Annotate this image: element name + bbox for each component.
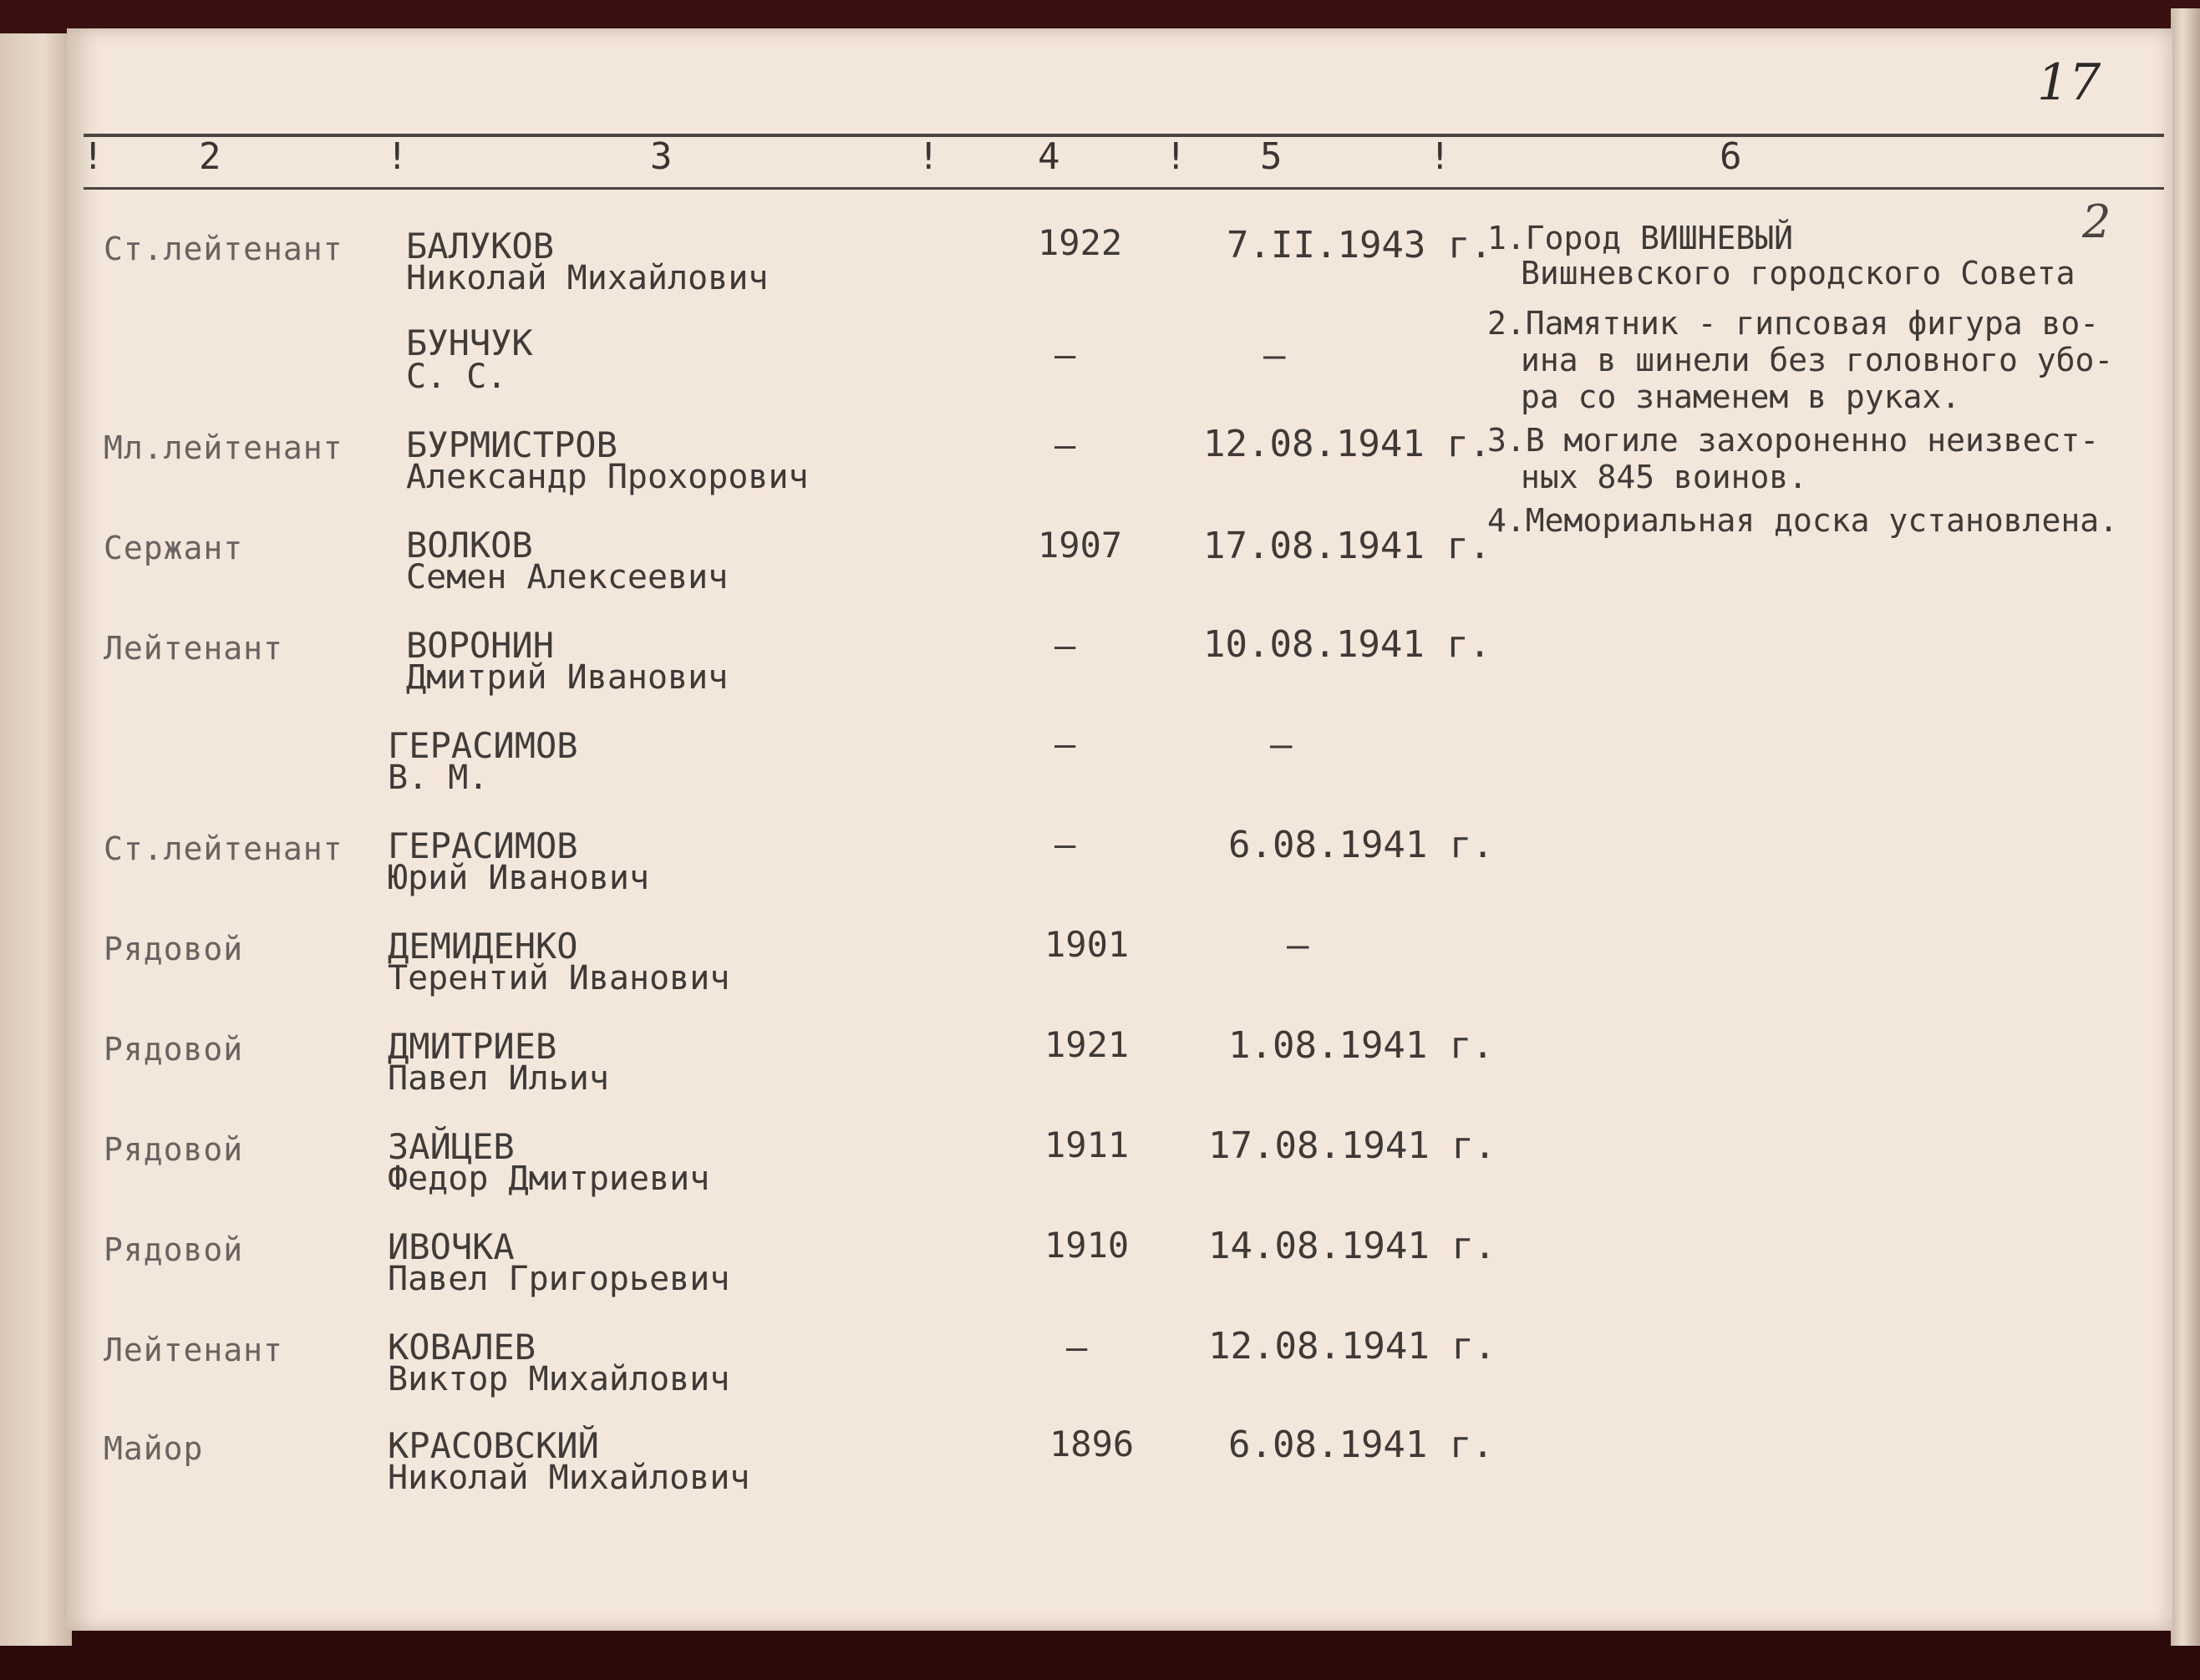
header-col-5: 5 (1260, 135, 1283, 178)
header-separator: ! (1165, 135, 1187, 178)
rank-cell: Рядовой (104, 1131, 244, 1168)
given-name-cell: Терентий Иванович (388, 959, 730, 997)
header-separator: ! (917, 135, 940, 178)
given-name-cell: Николай Михайлович (388, 1459, 750, 1497)
birth-year-cell: — (1054, 723, 1076, 764)
surname-cell: ВОРОНИН (406, 625, 555, 666)
given-name-cell: Юрий Иванович (388, 859, 650, 897)
given-name-cell: Павел Ильич (388, 1059, 609, 1098)
surname-cell: ДЕМИДЕНКО (388, 926, 578, 967)
header-col-2: 2 (199, 135, 221, 178)
surname-cell: ЗАЙЦЕВ (388, 1126, 515, 1167)
surname-cell: ГЕРАСИМОВ (388, 725, 578, 766)
birth-year-cell: — (1066, 1327, 1088, 1368)
header-col-6: 6 (1720, 135, 1742, 178)
header-separator: ! (386, 135, 409, 178)
given-name-cell: Федор Дмитриевич (388, 1160, 710, 1198)
handwritten-margin-mark: 2 (2082, 195, 2111, 248)
given-name-cell: Дмитрий Иванович (406, 658, 729, 697)
note-line: Вишневского городского Совета (1521, 255, 2076, 292)
birth-year-cell: 1901 (1044, 924, 1130, 965)
death-date-cell: — (1270, 723, 1293, 766)
birth-year-cell: 1910 (1044, 1225, 1130, 1266)
note-line: 3.В могиле захороненно неизвест- (1487, 422, 2100, 459)
rank-cell: Ст.лейтенант (104, 830, 343, 867)
rank-cell: Рядовой (104, 931, 244, 967)
given-name-cell: Виктор Михайлович (388, 1360, 730, 1398)
surname-cell: КОВАЛЕВ (388, 1327, 536, 1368)
birth-year-cell: — (1054, 334, 1076, 375)
death-date-cell: 12.08.1941 г. (1203, 423, 1491, 465)
rank-cell: Мл.лейтенант (104, 429, 343, 466)
note-line: ина в шинели без головного убо- (1521, 342, 2114, 378)
header-bottom-rule (84, 187, 2164, 190)
left-page-edge (0, 33, 72, 1646)
rank-cell: Рядовой (104, 1231, 244, 1268)
given-name-cell: С. С. (406, 358, 507, 396)
rank-cell: Лейтенант (104, 630, 283, 667)
death-date-cell: 1.08.1941 г. (1228, 1024, 1494, 1067)
surname-cell: ВОЛКОВ (406, 525, 533, 566)
death-date-cell: 17.08.1941 г. (1208, 1124, 1496, 1167)
surname-cell: ГЕРАСИМОВ (388, 825, 578, 866)
birth-year-cell: 1896 (1049, 1424, 1135, 1464)
note-line: ра со знаменем в руках. (1521, 378, 1961, 415)
header-col-3: 3 (650, 135, 673, 178)
header-separator: ! (82, 135, 104, 178)
surname-cell: БАЛУКОВ (406, 226, 555, 266)
rank-cell: Лейтенант (104, 1332, 283, 1368)
death-date-cell: 17.08.1941 г. (1203, 525, 1491, 567)
rank-cell: Ст.лейтенант (104, 231, 343, 267)
birth-year-cell: 1921 (1044, 1024, 1130, 1065)
death-date-cell: — (1287, 924, 1309, 967)
header-col-4: 4 (1038, 135, 1060, 178)
birth-year-cell: 1922 (1038, 222, 1123, 263)
note-line: ных 845 воинов. (1521, 459, 1808, 495)
header-separator: ! (1429, 135, 1451, 178)
surname-cell: ДМИТРИЕВ (388, 1026, 557, 1067)
rank-cell: Рядовой (104, 1031, 244, 1068)
given-name-cell: Павел Григорьевич (388, 1260, 730, 1298)
surname-cell: КРАСОВСКИЙ (388, 1425, 599, 1466)
surname-cell: БУРМИСТРОВ (406, 424, 617, 465)
surname-cell: ИВОЧКА (388, 1226, 515, 1267)
note-line: 1.Город ВИШНЕВЫЙ (1487, 220, 1794, 256)
given-name-cell: Николай Михайлович (406, 259, 769, 297)
note-line: 2.Памятник - гипсовая фигура во- (1487, 305, 2100, 342)
handwritten-page-number: 17 (2037, 53, 2101, 112)
rank-cell: Майор (104, 1430, 204, 1467)
given-name-cell: Семен Алексеевич (406, 558, 729, 596)
birth-year-cell: — (1054, 424, 1076, 465)
note-line: 4.Мемориальная доска установлена. (1487, 502, 2118, 539)
document-page (67, 28, 2172, 1631)
death-date-cell: 12.08.1941 г. (1208, 1325, 1496, 1368)
birth-year-cell: — (1054, 625, 1076, 666)
given-name-cell: Александр Прохорович (406, 458, 809, 496)
given-name-cell: В. М. (388, 759, 489, 797)
birth-year-cell: 1907 (1038, 525, 1123, 566)
death-date-cell: 6.08.1941 г. (1228, 1424, 1494, 1466)
birth-year-cell: — (1054, 824, 1076, 865)
death-date-cell: — (1263, 334, 1286, 377)
death-date-cell: 7.II.1943 г. (1227, 224, 1492, 266)
death-date-cell: 14.08.1941 г. (1208, 1225, 1496, 1267)
birth-year-cell: 1911 (1044, 1124, 1130, 1165)
rank-cell: Сержант (104, 530, 244, 566)
right-page-stack (2171, 8, 2200, 1646)
death-date-cell: 10.08.1941 г. (1203, 623, 1491, 666)
death-date-cell: 6.08.1941 г. (1228, 824, 1494, 866)
surname-cell: БУНЧУК (406, 322, 533, 363)
